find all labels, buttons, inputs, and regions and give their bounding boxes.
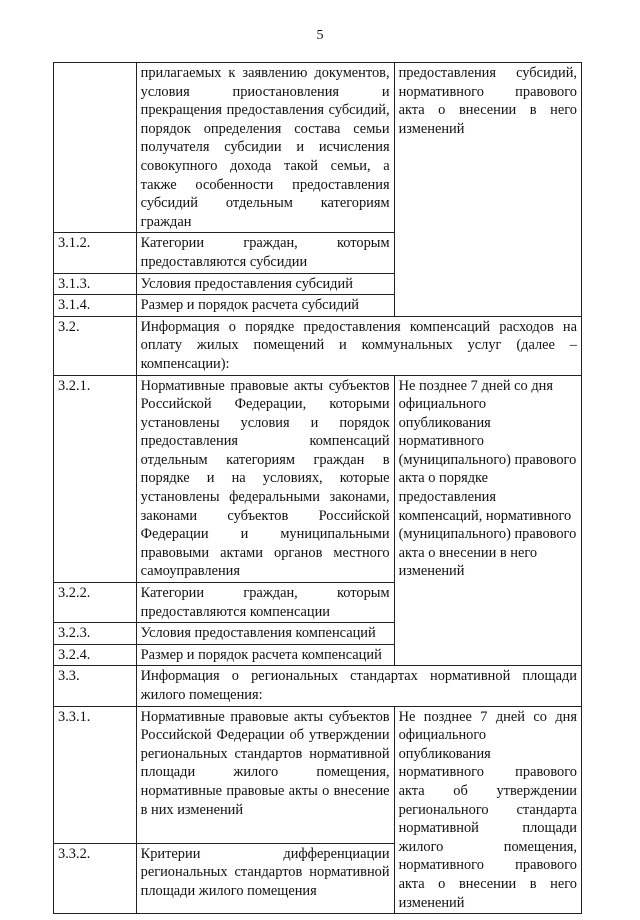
row-number: 3.2.1. [54, 375, 137, 583]
row-description: прилагаемых к заявлению документов, условия приостановления и прекращения предоставления субсидий, порядок определения состава семьи получателя субсидии и исчисления совокупного дохода такой семьи, а также особенности предоставления субсидий отдельным категориям граждан [136, 63, 394, 233]
row-number: 3.1.3. [54, 273, 137, 295]
row-description: Нормативные правовые акты субъектов Российской Федерации об утверждении региональных стандартов нормативной площади жилого помещения, нормативные правовые акты о внесение в них изменений [136, 706, 394, 843]
row-description: Размер и порядок расчета субсидий [136, 295, 394, 317]
row-number: 3.3.1. [54, 706, 137, 843]
row-number: 3.2.3. [54, 623, 137, 645]
table-row [54, 63, 582, 233]
deadline-cell: Не позднее 7 дней со дня официального опубликования нормативного правового акта об утверждении регионального стандарта нормативной площади жилого помещения, нормативного правового акта о внесении в него изменений [394, 706, 581, 914]
row-description: Категории граждан, которым предоставляются компенсации [136, 583, 394, 623]
row-description: Условия предоставления компенсаций [136, 623, 394, 645]
row-number: 3.1.2. [54, 233, 137, 273]
row-description: Размер и порядок расчета компенсаций [136, 644, 394, 666]
deadline-cell: Не позднее 7 дней со дня официального опубликования нормативного (муниципального) правового акта о порядке предоставления компенсаций, нормативного (муниципального) правового акта о внесении в него изменений [394, 375, 581, 666]
row-number: 3.2.4. [54, 644, 137, 666]
table-row [54, 666, 582, 706]
table-row [54, 316, 582, 375]
page-number: 5 [316, 28, 324, 43]
row-number: 3.1.4. [54, 295, 137, 317]
row-description: Критерии дифференциации региональных стандартов нормативной площади жилого помещения [136, 843, 394, 913]
row-description: Нормативные правовые акты субъектов Российской Федерации, которыми установлены условия и порядок предоставления компенсаций отдельным категориям граждан в порядке и на условиях, которые установлены федеральными законами, законами субъектов Российской Федерации и муниципальными правовыми актами органов местного самоуправления [136, 375, 394, 583]
row-description: Категории граждан, которым предоставляются субсидии [136, 233, 394, 273]
section-heading: Информация о региональных стандартах нормативной площади жилого помещения: [136, 666, 581, 706]
table-row [54, 706, 582, 843]
section-heading: Информация о порядке предоставления компенсаций расходов на оплату жилых помещений и коммунальных услуг (далее – компенсации): [136, 316, 581, 375]
row-number: 3.3. [54, 666, 137, 706]
row-number: 3.2.2. [54, 583, 137, 623]
row-number: 3.2. [54, 316, 137, 375]
information-table [53, 62, 582, 914]
row-number [54, 63, 137, 233]
row-description: Условия предоставления субсидий [136, 273, 394, 295]
deadline-cell: предоставления субсидий, нормативного правового акта о внесении в него изменений [394, 63, 581, 317]
row-number: 3.3.2. [54, 843, 137, 913]
table-row [54, 375, 582, 583]
